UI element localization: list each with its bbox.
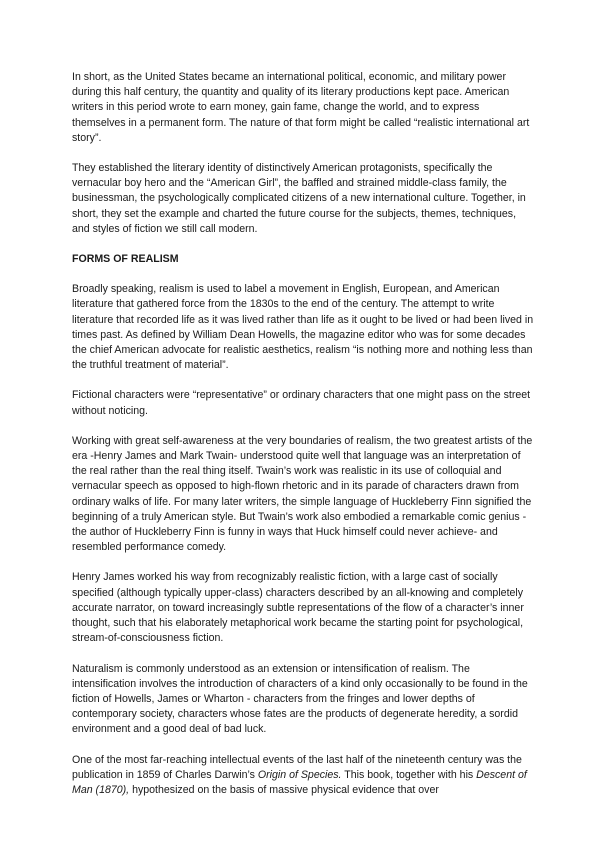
title-origin-of-species: Origin of Species. [257,768,342,781]
title-descent-of-man: Descent of Man (1870), [72,768,527,796]
paragraph-protagonists: They established the literary identity of distinctively American protagonists, specifically the vernacular boy hero and the “American Girl”, the baffled and strained middle-class family, the businessman, the psychologically complicated citizens of a new international culture. Together, in short, they set the example and charted the future course for the subjects, themes, techniques, and styles of fiction we still call modern. [72,162,526,235]
document-page [72,70,534,813]
paragraph-naturalism: Naturalism is commonly understood as an extension or intensification of realism. The intensification involves the introduction of characters of a kind only occasionally to be found in the fiction of Howells, James or Wharton - characters from the fringes and lower depths of contemporary society, characters whose fates are the products of degenerate heredity, a sordid environment and a good deal of bad luck. [72,662,528,736]
darwin-text-3: hypothesized on the basis of massive physical evidence that over [129,783,439,796]
paragraph-realism-definition: Broadly speaking, realism is used to label a movement in English, European, and American literature that gathered force from the 1830s to the end of the century. The attempt to write literature that recorded life as it was lived rather than life as it ought to be lived or had been lived in times past. As defined by William Dean Howells, the magazine editor who was for some decades the chief American advocate for realistic aesthetics, realism “is nothing more and nothing less than the truthful treatment of material”. [72,283,534,372]
paragraph-darwin [72,753,534,799]
paragraph-james-twain: Working with great self-awareness at the very boundaries of realism, the two greatest artists of the era -Henry James and Mark Twain- understood quite well that language was an interpretation of the real rather than the real thing itself. Twain’s work was realistic in its use of colloquial and vernacular speech as opposed to high-flown rhetoric and in its parade of characters drawn from ordinary walks of life. For many later writers, the simple language of Huckleberry Finn signified the beginning of a truly American style. But Twain’s work also embodied a remarkable comic genius -the author of Huckleberry Finn is funny in ways that Huck himself could never achieve- and resembled performance comedy. [72,434,533,554]
section-heading-forms-of-realism: FORMS OF REALISM [72,253,179,266]
paragraph-fictional-characters: Fictional characters were “representative” or ordinary characters that one might pass on the street without noticing. [72,389,531,417]
darwin-text-2: This book, together with his [341,768,477,781]
paragraph-intro: In short, as the United States became an international political, economic, and military power during this half century, the quantity and quality of its literary productions kept pace. American writers in this period wrote to earn money, gain fame, change the world, and to express themselves in a permanent form. The nature of that form might be called “realistic international art story”. [72,71,530,144]
darwin-text-1: One of the most far-reaching intellectual events of the last half of the nineteenth century was the publication in 1859 of Charles Darwin’s [72,753,522,781]
paragraph-henry-james: Henry James worked his way from recognizably realistic fiction, with a large cast of socially specified (although typically upper-class) characters described by an all-knowing and completely accurate narrator, on toward increasingly subtle representations of the flow of a character’s inner thought, such that his elaborately metaphorical work became the starting point for psychological, stream-of-consciousness fiction. [72,571,524,645]
